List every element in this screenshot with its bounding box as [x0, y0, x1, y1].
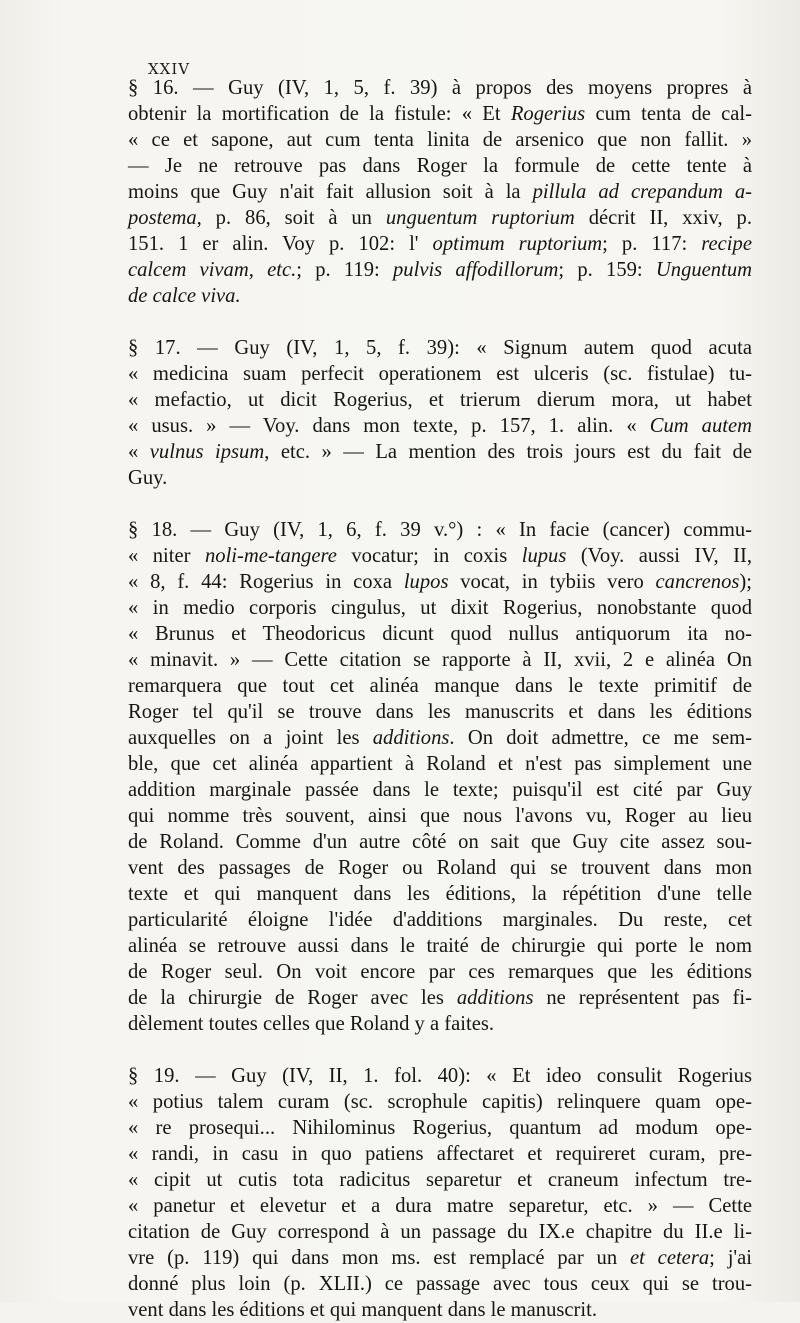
- text-line: [128, 1011, 752, 1037]
- text-run: § 19. — Guy (IV, II, 1. fol. 40): « Et ideo consulit Rogerius: [128, 1065, 752, 1087]
- text-run: . On doit admettre, ce me sem-: [449, 727, 752, 749]
- text-line: [128, 257, 752, 283]
- text-line: [128, 1063, 752, 1089]
- text-run: obtenir la mortification de la fistule: « Et: [128, 103, 511, 125]
- text-run: § 17. — Guy (IV, 1, 5, f. 39): « Signum autem quod acuta: [128, 337, 752, 359]
- italic-text: optimum ruptorium: [432, 233, 603, 255]
- text-run: particularité éloigne l'idée d'additions marginales. Du reste, cet: [128, 909, 752, 931]
- text-run: « Brunus et Theodoricus dicunt quod nullus antiquorum ita no-: [128, 623, 752, 645]
- text-line: [128, 127, 752, 153]
- text-run: ; p. 119:: [296, 259, 393, 281]
- text-run: moins que Guy n'ait fait allusion soit à la: [128, 181, 533, 203]
- text-run: ; j'ai: [709, 1247, 753, 1269]
- text-line: [128, 1167, 752, 1193]
- text-line: [128, 829, 752, 855]
- text-run: ; p. 159:: [558, 259, 656, 281]
- paragraph: [128, 517, 752, 1037]
- text-run: 151. 1 er alin. Voy p. 102: l': [128, 233, 433, 255]
- text-line: [128, 439, 752, 465]
- text-run: donné plus loin (p. XLII.) ce passage avec tous ceux qui se trou-: [128, 1273, 752, 1295]
- text-line: [128, 647, 752, 673]
- italic-text: additions: [456, 987, 534, 1009]
- text-run: § 18. — Guy (IV, 1, 6, f. 39 v.°) : « In facie (cancer) commu-: [128, 519, 752, 541]
- text-run: « medicina suam perfecit operationem est ulceris (sc. fistulae) tu-: [128, 363, 752, 385]
- italic-text: vulnus ipsum: [149, 441, 265, 463]
- text-line: [128, 543, 752, 569]
- text-line: [128, 75, 752, 101]
- text-line: [128, 205, 752, 231]
- text-run: § 16. — Guy (IV, 1, 5, f. 39) à propos des moyens propres à: [128, 77, 752, 99]
- paragraph: [128, 75, 752, 309]
- text-line: [128, 959, 752, 985]
- text-line: [128, 881, 752, 907]
- text-run: « cipit ut cutis tota radicitus separetur et craneum infectum tre-: [128, 1169, 752, 1191]
- text-line: [128, 777, 752, 803]
- text-run: « potius talem curam (sc. scrophule capitis) relinquere quam ope-: [128, 1091, 752, 1113]
- text-line: [128, 335, 752, 361]
- text-run: vre (p. 119) qui dans mon ms. est remplacé par un: [128, 1247, 630, 1269]
- italic-text: calcem vivam, etc.: [128, 259, 297, 281]
- text-run: « minavit. » — Cette citation se rapporte à II, xvii, 2 e alinéa On: [128, 649, 752, 671]
- text-run: vocatur; in coxis: [336, 545, 522, 567]
- italic-text: Cum autem: [649, 415, 752, 437]
- text-run: cum tenta de cal-: [585, 103, 752, 125]
- text-run: Roger tel qu'il se trouve dans les manuscrits et dans les éditions: [128, 701, 752, 723]
- text-run: décrit II, xxiv, p.: [574, 207, 752, 229]
- text-run: « usus. » — Voy. dans mon texte, p. 157, 1. alin. «: [128, 415, 650, 437]
- text-run: ; p. 117:: [602, 233, 702, 255]
- text-run: « mefactio, ut dicit Rogerius, et trierum dierum mora, ut habet: [128, 389, 752, 411]
- text-line: [128, 751, 752, 777]
- italic-text: Unguentum: [655, 259, 752, 281]
- text-run: Guy.: [128, 467, 168, 489]
- italic-text: pulvis affodillorum: [393, 259, 559, 281]
- paragraph: [128, 335, 752, 491]
- text-run: vent dans les éditions et qui manquent dans le manuscrit.: [128, 1299, 597, 1321]
- page-number: XXIV: [148, 60, 191, 78]
- text-run: );: [739, 571, 752, 593]
- italic-text: postema: [128, 207, 197, 229]
- text-line: [128, 387, 752, 413]
- text-line: [128, 101, 752, 127]
- italic-text: unguentum ruptorium: [385, 207, 575, 229]
- text-run: vocat, in tybiis vero: [448, 571, 656, 593]
- text-line: [128, 179, 752, 205]
- text-run: , p. 86, soit à un: [196, 207, 386, 229]
- text-line: [128, 361, 752, 387]
- text-line: [128, 1219, 752, 1245]
- text-run: , etc. » — La mention des trois jours est du fait de: [264, 441, 752, 463]
- text-line: [128, 1115, 752, 1141]
- text-line: [128, 1245, 752, 1271]
- text-run: citation de Guy correspond à un passage du IX.e chapitre du II.e li-: [128, 1221, 752, 1243]
- text-run: dèlement toutes celles que Roland y a faites.: [128, 1013, 494, 1035]
- text-line: [128, 725, 752, 751]
- text-run: ne représentent pas fi-: [533, 987, 752, 1009]
- text-run: « 8, f. 44: Rogerius in coxa: [128, 571, 404, 593]
- text-run: vent des passages de Roger ou Roland qui se trouvent dans mon: [128, 857, 752, 879]
- italic-text: et cetera: [629, 1247, 710, 1269]
- text-run: alinéa se retrouve aussi dans le traité de chirurgie qui porte le nom: [128, 935, 752, 957]
- text-line: [128, 855, 752, 881]
- italic-text: de calce viva.: [128, 285, 241, 307]
- text-run: « re prosequi... Nihilominus Rogerius, quantum ad modum ope-: [128, 1117, 752, 1139]
- paragraph: [128, 1063, 752, 1323]
- text-run: « in medio corporis cingulus, ut dixit Rogerius, nonobstante quod: [128, 597, 752, 619]
- text-line: [128, 1141, 752, 1167]
- text-run: — Je ne retrouve pas dans Roger la formule de cette tente à: [128, 155, 752, 177]
- italic-text: lupos: [403, 571, 449, 593]
- text-run: de Roland. Comme d'un autre côté on sait que Guy cite assez sou-: [128, 831, 752, 853]
- text-run: auxquelles on a joint les: [128, 727, 373, 749]
- italic-text: additions: [372, 727, 450, 749]
- text-line: [128, 907, 752, 933]
- italic-text: Rogerius: [510, 103, 586, 125]
- italic-text: pillula ad crepandum a-: [532, 181, 752, 203]
- text-line: [128, 1193, 752, 1219]
- text-run: « panetur et elevetur et a dura matre separetur, etc. » — Cette: [128, 1195, 752, 1217]
- italic-text: noli-me-tangere: [204, 545, 337, 567]
- text-line: [128, 413, 752, 439]
- text-line: [128, 621, 752, 647]
- text-run: de la chirurgie de Roger avec les: [128, 987, 457, 1009]
- text-line: [128, 465, 752, 491]
- italic-text: lupus: [521, 545, 567, 567]
- text-run: «: [128, 441, 150, 463]
- text-line: [128, 517, 752, 543]
- text-line: [128, 1271, 752, 1297]
- text-line: [128, 231, 752, 257]
- text-run: ble, que cet alinéa appartient à Roland et n'est pas simplement une: [128, 753, 752, 775]
- text-run: « randi, in casu in quo patiens affectaret et requireret curam, pre-: [128, 1143, 752, 1165]
- text-run: texte et qui manquent dans les éditions, la répétition d'une telle: [128, 883, 752, 905]
- text-line: [128, 595, 752, 621]
- text-line: [128, 985, 752, 1011]
- italic-text: cancrenos: [655, 571, 740, 593]
- text-run: de Roger seul. On voit encore par ces remarques que les éditions: [128, 961, 752, 983]
- text-run: addition marginale passée dans le texte; puisqu'il est cité par Guy: [128, 779, 752, 801]
- text-line: [128, 699, 752, 725]
- text-line: [128, 153, 752, 179]
- italic-text: recipe: [701, 233, 752, 255]
- text-line: [128, 569, 752, 595]
- text-body: [128, 75, 752, 1323]
- text-run: « ce et sapone, aut cum tenta linita de arsenico que non fallit. »: [128, 129, 752, 151]
- text-run: « niter: [128, 545, 205, 567]
- text-run: (Voy. aussi IV, II,: [566, 545, 752, 567]
- text-run: remarquera que tout cet alinéa manque dans le texte primitif de: [128, 675, 752, 697]
- text-line: [128, 1297, 752, 1323]
- text-run: qui nomme très souvent, ainsi que nous l'avons vu, Roger au lieu: [128, 805, 752, 827]
- text-line: [128, 1089, 752, 1115]
- text-line: [128, 933, 752, 959]
- text-line: [128, 673, 752, 699]
- text-line: [128, 803, 752, 829]
- text-line: [128, 283, 752, 309]
